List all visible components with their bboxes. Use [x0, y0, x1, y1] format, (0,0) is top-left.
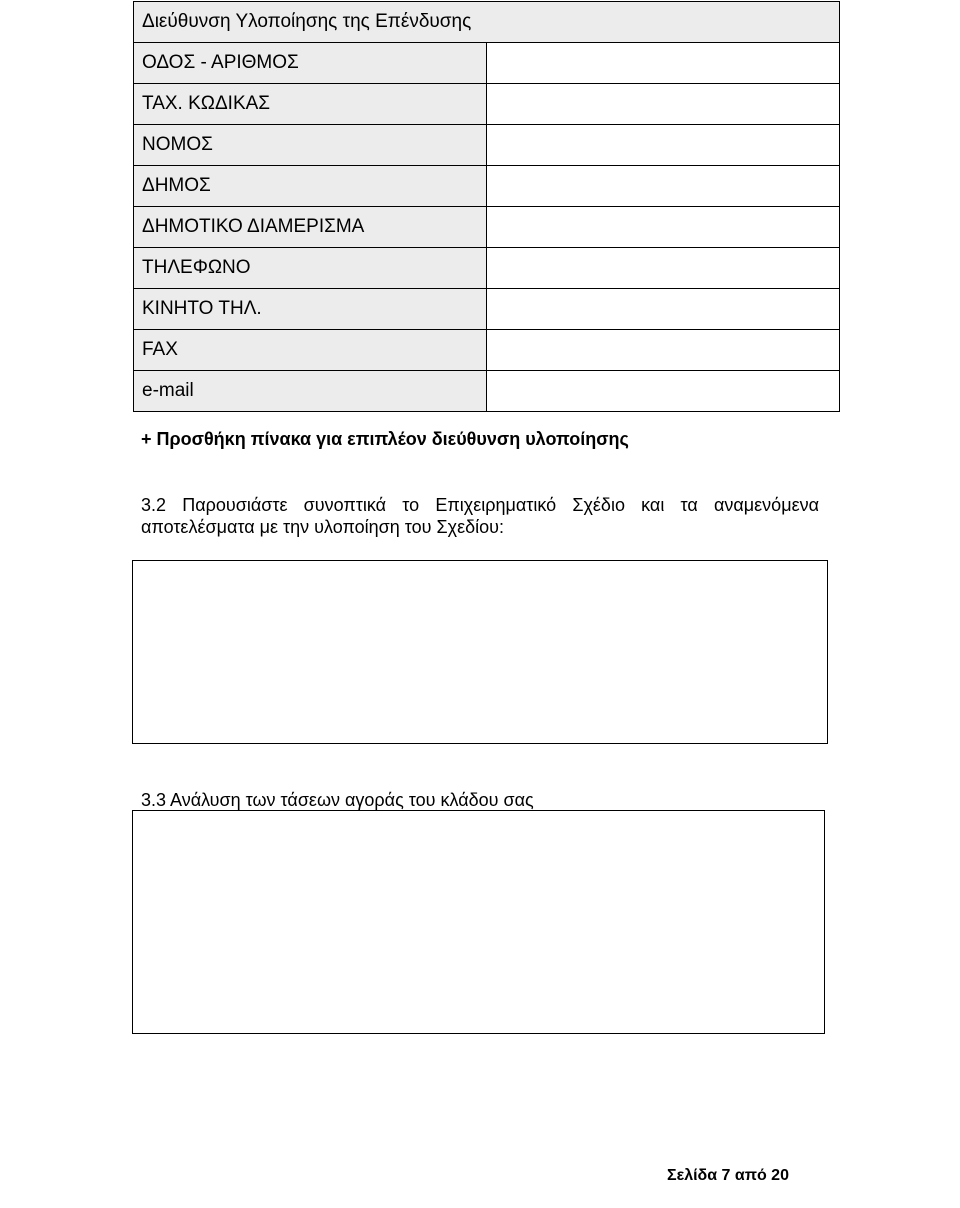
address-row-phone — [134, 248, 840, 289]
address-label-postal-code: ΤΑΧ. ΚΩΔΙΚΑΣ — [134, 84, 487, 125]
address-label-phone: ΤΗΛΕΦΩΝΟ — [134, 248, 487, 289]
address-field-phone[interactable] — [487, 248, 840, 289]
address-row-fax — [134, 330, 840, 371]
add-address-table-link[interactable]: + Προσθήκη πίνακα για επιπλέον διεύθυνση υλοποίησης — [141, 429, 629, 449]
address-field-municipal-district[interactable] — [487, 207, 840, 248]
implementation-address-table — [133, 1, 840, 412]
address-row-postal-code — [134, 84, 840, 125]
address-table-header-row — [134, 2, 840, 43]
address-field-email[interactable] — [487, 371, 840, 412]
address-field-prefecture[interactable] — [487, 125, 840, 166]
address-field-fax[interactable] — [487, 330, 840, 371]
address-row-prefecture — [134, 125, 840, 166]
address-label-municipal-district: ΔΗΜΟΤΙΚΟ ΔΙΑΜΕΡΙΣΜΑ — [134, 207, 487, 248]
address-row-municipality — [134, 166, 840, 207]
address-field-postal-code[interactable] — [487, 84, 840, 125]
address-label-prefecture: ΝΟΜΟΣ — [134, 125, 487, 166]
address-label-email: e-mail — [134, 371, 487, 412]
address-label-mobile: ΚΙΝΗΤΟ ΤΗΛ. — [134, 289, 487, 330]
page-number: Σελίδα 7 από 20 — [667, 1167, 789, 1184]
address-field-mobile[interactable] — [487, 289, 840, 330]
section-3-2-answer-field[interactable] — [132, 560, 828, 744]
section-3-3-prompt: 3.3 Ανάλυση των τάσεων αγοράς του κλάδου σας — [141, 790, 534, 810]
address-field-municipality[interactable] — [487, 166, 840, 207]
address-field-street[interactable] — [487, 43, 840, 84]
address-label-fax: FAX — [134, 330, 487, 371]
address-row-mobile — [134, 289, 840, 330]
section-3-2-prompt: 3.2 Παρουσιάστε συνοπτικά το Επιχειρηματικό Σχέδιο και τα αναμενόμενα αποτελέσματα με την υλοποίηση του Σχεδίου: — [141, 495, 819, 537]
section-3-3-answer-field[interactable] — [132, 810, 825, 1034]
address-row-street — [134, 43, 840, 84]
address-label-municipality: ΔΗΜΟΣ — [134, 166, 487, 207]
address-row-municipal-district — [134, 207, 840, 248]
address-table-header: Διεύθυνση Υλοποίησης της Επένδυσης — [134, 2, 840, 43]
address-row-email — [134, 371, 840, 412]
address-label-street: ΟΔΟΣ - ΑΡΙΘΜΟΣ — [134, 43, 487, 84]
